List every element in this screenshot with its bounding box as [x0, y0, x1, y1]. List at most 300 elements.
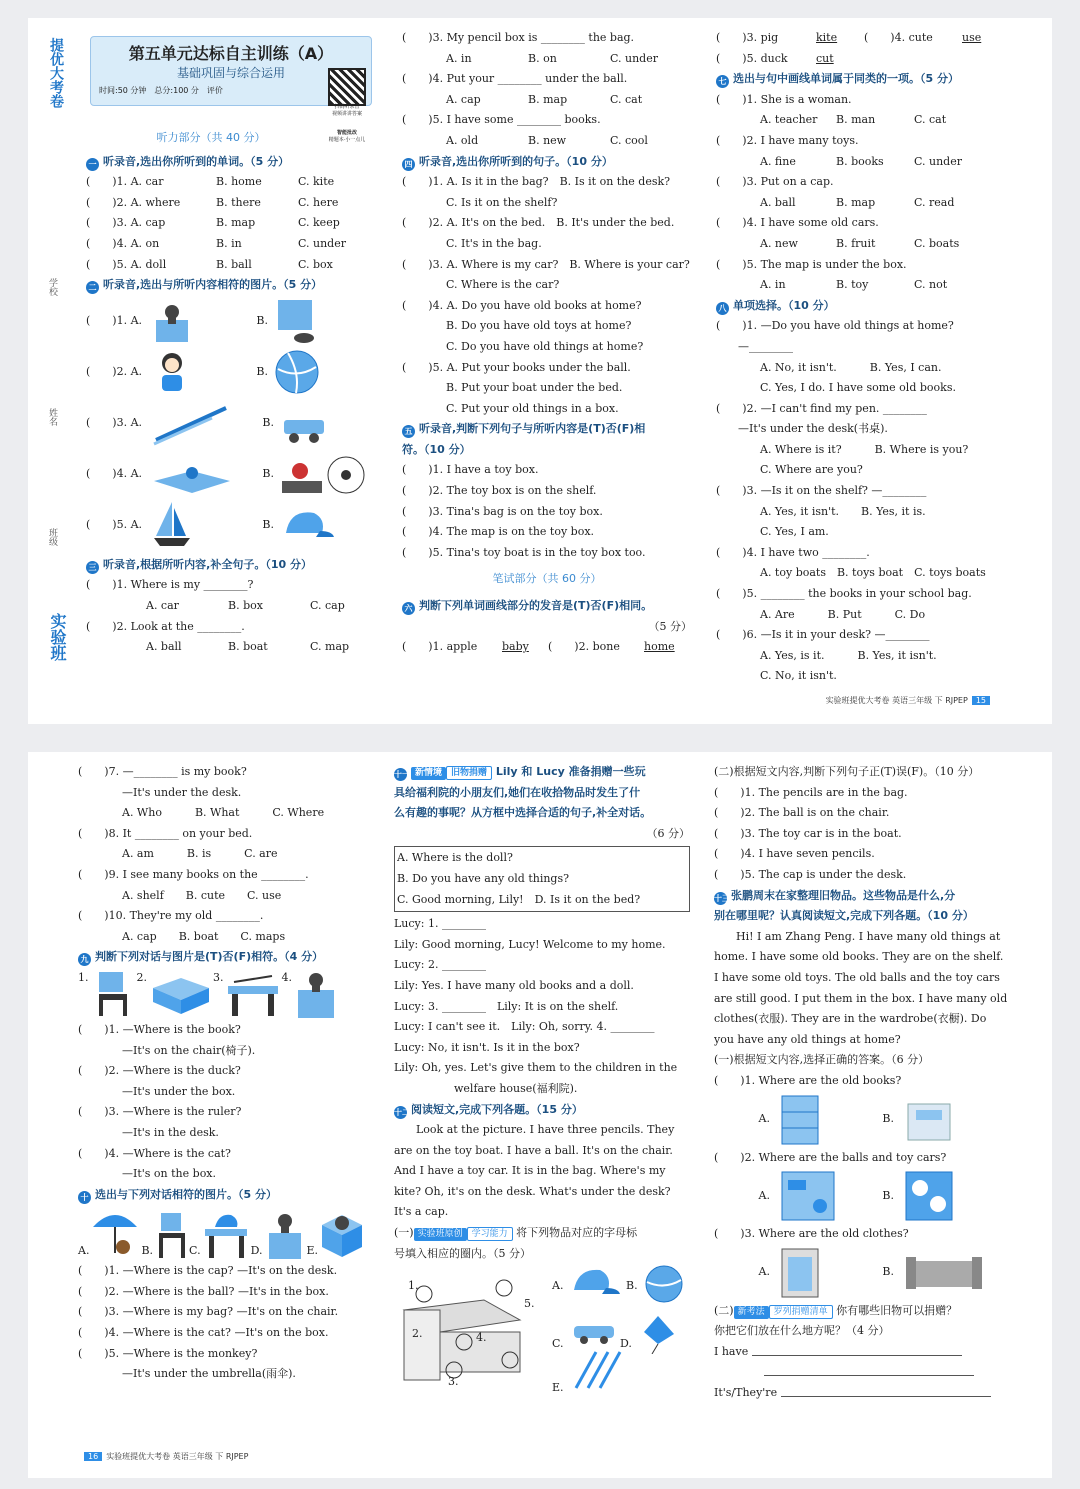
- question-line: —It's in the desk.: [122, 1125, 219, 1139]
- part-title-text: (二)根据短文内容,判断下列句子正(T)误(F)。（10 分）: [714, 765, 980, 778]
- option-line: A. toy boats B. toys boat C. toys boats: [760, 566, 986, 580]
- question: ( )2. —Where is the duck?: [78, 1064, 241, 1078]
- section-number-icon: 十三: [714, 893, 730, 903]
- question: ( )3. —Is it on the shelf? —________: [716, 484, 927, 498]
- writing-blank[interactable]: [752, 1347, 962, 1356]
- option-line: A. Yes, it isn't. B. Yes, it is.: [760, 504, 926, 518]
- section-4-title: [402, 152, 692, 173]
- option-b-label: B.: [262, 466, 274, 480]
- picture-letter: A.: [78, 1243, 90, 1257]
- part-2-title: [714, 1301, 1010, 1322]
- option-c: C. read: [914, 195, 955, 209]
- bag-on-chair-icon: [153, 1207, 189, 1261]
- question: ( )2. Look at the ________.: [86, 619, 245, 633]
- question: ( )2. A. It's on the bed. B. It's under the bed.: [402, 216, 675, 230]
- question: ( )3. The toy car is in the boat.: [714, 826, 902, 840]
- dialog-line: Lucy: 1. ________: [394, 917, 486, 931]
- option-line: A. am B. is C. are: [122, 847, 278, 861]
- page2-column-1: [78, 762, 378, 1385]
- cat-on-box-icon: [152, 298, 192, 344]
- question: ( )2. —Where is the ball? —It's in the box.: [78, 1284, 329, 1298]
- new-context-tag: 新情境: [411, 767, 446, 780]
- section-number-icon: 五: [402, 425, 415, 438]
- school-label: 学校: [47, 278, 57, 296]
- section-number-icon: 六: [402, 602, 415, 615]
- footer-text: 实验班提优大考卷 英语三年级 下 RJPEP: [106, 1452, 249, 1461]
- option-a: A. in: [760, 278, 786, 292]
- picture-letter: E.: [306, 1243, 319, 1257]
- option-c: C. boats: [914, 236, 960, 250]
- dialog-line: Lily: Good morning, Lucy! Welcome to my home.: [394, 937, 666, 951]
- dialog-line: welfare house(福利院).: [454, 1081, 578, 1095]
- option-line: A. Yes, is it. B. Yes, it isn't.: [760, 648, 937, 662]
- umbrella-monkey-icon: [89, 1207, 141, 1261]
- question: ( )1. She is a woman.: [716, 92, 852, 106]
- picture-row: [86, 449, 376, 500]
- option-c: C. under: [298, 236, 346, 250]
- section-8-title: [716, 296, 1016, 317]
- cap-on-desk-icon: [201, 1207, 251, 1261]
- page-number: 15: [972, 696, 990, 705]
- map-icon: [152, 451, 232, 497]
- section-title-text: 听录音,根据所听内容,补全句子。（10 分）: [103, 557, 312, 571]
- picture-row: [86, 500, 376, 551]
- item-letter: E.: [552, 1381, 564, 1395]
- section-title-text: 么有趣的事呢？从方框中选择合适的句子,补全对话。: [394, 806, 652, 820]
- page2-column-2: [394, 762, 690, 1394]
- answer-pictures: [714, 1168, 1010, 1224]
- question: ( )4. A. Do you have old books at home?: [402, 298, 642, 312]
- question: ( )4. I have seven pencils.: [714, 847, 875, 861]
- option-b: B. map: [528, 92, 568, 106]
- option-c: C. cat: [610, 92, 643, 106]
- chair-icon: [89, 968, 137, 1018]
- option-b: B. home: [216, 175, 262, 189]
- part-title-text: 将下列物品对应的字母标: [516, 1226, 638, 1240]
- option-b-label: B.: [256, 364, 268, 378]
- page1-column-1: [86, 128, 376, 658]
- question-line: —It's under the desk(书桌).: [738, 422, 888, 436]
- option-b: B. boat: [228, 640, 268, 654]
- option-a-label: ( )2. A.: [86, 364, 143, 378]
- question: ( )2. The ball is on the chair.: [714, 806, 890, 820]
- picture-number: 4.: [281, 970, 292, 984]
- dialog-line: Lily: Yes. I have many old books and a doll.: [394, 978, 634, 992]
- option-a: A. car: [146, 598, 179, 612]
- page-footer: [80, 1451, 248, 1462]
- qr-code[interactable]: [328, 68, 366, 106]
- option-c: C. under: [610, 51, 658, 65]
- options-row: [716, 234, 1016, 255]
- option-c: C. under: [914, 154, 962, 168]
- option-a: A. in: [446, 51, 472, 65]
- section-title-text: 听录音,选出你所听到的句子。（10 分）: [419, 154, 613, 168]
- item-letter: B.: [626, 1279, 638, 1293]
- kite-icon: [638, 1314, 678, 1354]
- passage-line: I have some old toys. The old balls and the toy cars: [714, 970, 1000, 984]
- picture-letter: D.: [250, 1243, 263, 1257]
- option-b: B. in: [216, 236, 242, 250]
- footer-text: 实验班提优大考卷 英语三年级 下 RJPEP: [825, 696, 968, 705]
- options-row: [86, 596, 376, 617]
- binding-sidebar: [28, 18, 86, 724]
- option-b: B. ball: [216, 257, 252, 271]
- section-7-title: [716, 69, 1016, 90]
- section-6-title: [402, 596, 692, 617]
- donation-list-tag: 罗列捐赠清单: [769, 1305, 833, 1319]
- question: ( )4. I have two ________.: [716, 545, 870, 559]
- choice-row: [86, 213, 376, 234]
- picture-number: 3.: [213, 970, 224, 984]
- option-c: C. keep: [298, 216, 340, 230]
- choice-row: [86, 193, 376, 214]
- page-footer: [826, 695, 994, 706]
- cat-on-box-icon: [263, 1207, 307, 1261]
- option-line: A. cap B. boat C. maps: [122, 929, 286, 943]
- page-subtitle: 基础巩固与综合运用: [176, 66, 285, 80]
- circle-number: 5.: [524, 1297, 535, 1311]
- option-line: C. Yes, I do. I have some old books.: [760, 381, 956, 395]
- section-number-icon: 八: [716, 302, 729, 315]
- question: ( )4. —Where is the cat? —It's on the box.: [78, 1326, 329, 1340]
- circle-number: 1.: [408, 1279, 419, 1293]
- option-c: C. box: [298, 257, 333, 271]
- option-a-label: A.: [758, 1188, 770, 1202]
- question: ( )2. I have many toys.: [716, 133, 859, 147]
- item-letter: A.: [552, 1279, 564, 1293]
- section-title-text: 听录音,选出你所听到的单词。（5 分）: [103, 154, 290, 168]
- option-a-label: A.: [758, 1265, 770, 1279]
- option-b: B. map: [216, 216, 256, 230]
- desk-icon: [224, 968, 282, 1018]
- passage-line: Look at the picture. I have three pencils. They: [416, 1123, 675, 1137]
- ball-icon: [274, 349, 320, 395]
- option-b: B. new: [528, 133, 567, 147]
- writing-prompt: I have: [714, 1344, 749, 1358]
- part-label: (二): [714, 1303, 734, 1317]
- item-letter: C.: [552, 1337, 564, 1351]
- matching-picture: [394, 1264, 690, 1394]
- books-in-box-icon: [904, 1094, 954, 1146]
- option-a: A. ball: [146, 640, 182, 654]
- picture-letter: C.: [189, 1243, 201, 1257]
- part-title-text: 号填入相应的圈内。（5 分）: [394, 1246, 531, 1260]
- option-b: B. box: [228, 598, 263, 612]
- passage-line: are on the toy boat. I have a ball. It's on the chair.: [394, 1143, 673, 1157]
- question: ( )10. They're my old ________.: [78, 909, 264, 923]
- section-title-text: 判断下列单词画线部分的发音是(T)否(F)相同。: [419, 599, 653, 613]
- option-c: C. cool: [610, 133, 648, 147]
- question: ( )5. A. Put your books under the ball.: [402, 360, 631, 374]
- bookshelf-icon: [780, 1094, 820, 1146]
- options-row: [716, 110, 1016, 131]
- donation-tag: 旧物捐赠: [446, 766, 492, 780]
- part-1-title: [394, 1223, 690, 1244]
- option-a: A. ball: [760, 195, 796, 209]
- option-b-label: B.: [882, 1188, 894, 1202]
- question: ( )4. —Where is the cat?: [78, 1146, 231, 1160]
- option-a: A. fine: [760, 154, 796, 168]
- word-pair-item: ( )4. cute: [864, 31, 933, 44]
- section-number-icon: 十: [78, 1191, 91, 1204]
- section-number-icon: 四: [402, 158, 415, 171]
- option-line: C. Put your old things in a box.: [446, 401, 619, 415]
- box-icon: [147, 968, 213, 1018]
- circle-number: 2.: [412, 1327, 423, 1341]
- question: ( )2. The toy box is on the shelf.: [402, 484, 597, 498]
- section-number-icon: 一: [86, 158, 99, 171]
- word-pair-item: use: [962, 31, 982, 44]
- section-number-icon: 二: [86, 281, 99, 294]
- word-pair-item: kite: [816, 31, 838, 44]
- section-number-icon: 九: [78, 953, 91, 966]
- question: ( )3. My pencil box is ________ the bag.: [402, 31, 635, 44]
- listening-header: 听力部分（共 40 分）: [156, 131, 266, 144]
- option-a: A. cap: [446, 92, 481, 106]
- section-10-title: [78, 1185, 378, 1206]
- question: ( )4. The map is on the toy box.: [402, 525, 595, 539]
- part-title-text: (一)根据短文内容,选择正确的答案。（6 分）: [714, 1053, 930, 1067]
- section-title-text: 单项选择。（10 分）: [733, 298, 835, 312]
- options-row: [716, 193, 1016, 214]
- question: ( )5. ________ the books in your school bag.: [716, 587, 972, 601]
- picture-strip: [78, 968, 378, 1020]
- class-label: 班级: [47, 528, 57, 546]
- choice-sentence: A. Where is the doll?: [397, 851, 513, 865]
- option-b: B. map: [836, 195, 876, 209]
- question: ( )7. —________ is my book?: [78, 765, 247, 778]
- question: ( )1. A. Is it in the bag? B. Is it on the desk?: [402, 175, 671, 189]
- option-c: C. cap: [310, 598, 345, 612]
- option-b: B. man: [836, 113, 876, 127]
- section-title-text: 阅读短文,完成下列各题。（15 分）: [411, 1102, 583, 1116]
- option-line: C. Do you have old things at home?: [446, 339, 644, 353]
- word-pair-item: ( )3. pig: [716, 31, 779, 44]
- part-title-text: 你把它们放在什么地方呢？（4 分）: [714, 1324, 890, 1338]
- question: ( )3. —Where is the ruler?: [78, 1105, 242, 1119]
- writing-line[interactable]: [714, 1383, 1010, 1404]
- option-c: C. not: [914, 278, 948, 292]
- question: ( )1. I have a toy box.: [402, 463, 539, 477]
- section-5-title: [402, 419, 692, 440]
- choice-row: [86, 172, 376, 193]
- dialog-line: Lucy: No, it isn't. Is it in the box?: [394, 1040, 580, 1054]
- question: ( )5. The cap is under the desk.: [714, 867, 907, 881]
- question: ( )4. Put your ________ under the ball.: [402, 72, 628, 86]
- option-b: B. books: [836, 154, 884, 168]
- option-a-label: ( )5. A.: [86, 517, 143, 531]
- option-b-label: B.: [882, 1265, 894, 1279]
- option-a-label: ( )3. A.: [86, 415, 143, 429]
- answer-blank-line: —________: [738, 339, 793, 353]
- circle-number: 4.: [476, 1331, 487, 1345]
- question: ( )1. —Do you have old things at home?: [716, 319, 954, 333]
- time-score-meta: 时间:50 分钟 总分:100 分 评价: [99, 86, 223, 95]
- section-title-text: 符。（10 分）: [402, 442, 471, 456]
- option-a: ( )2. A. where: [86, 195, 181, 209]
- option-b-label: B.: [256, 313, 268, 327]
- part-title-text: 你有哪些旧物可以捐赠？: [836, 1303, 958, 1317]
- dialog-line: Lucy: 2. ________: [394, 958, 486, 972]
- section-title-text: 听录音,选出与所听内容相符的图片。（5 分）: [103, 278, 323, 292]
- option-a: ( )5. A. doll: [86, 257, 167, 271]
- qr-note: 视频讲讲答案: [331, 111, 362, 117]
- option-line: A. shelf B. cute C. use: [122, 888, 282, 902]
- word-pair-item: baby: [502, 640, 529, 654]
- picture-letter: B.: [141, 1243, 154, 1257]
- page-title: 第五单元达标自主训练（A）: [128, 44, 334, 63]
- new-method-tag: 新考法: [734, 1306, 769, 1319]
- written-header: 笔试部分（共 60 分）: [492, 572, 602, 586]
- option-a: A. new: [760, 236, 798, 250]
- boat-icon: [152, 500, 192, 550]
- writing-line[interactable]: [714, 1362, 1010, 1383]
- page-16: [28, 752, 1052, 1478]
- section-number-icon: 十二: [394, 1107, 410, 1117]
- qr-note: 扫码听录音: [334, 104, 360, 110]
- option-line: A. Are B. Put C. Do: [760, 607, 926, 621]
- picture-strip: [78, 1205, 378, 1261]
- question-line: —It's under the umbrella(雨伞).: [122, 1367, 296, 1381]
- dialog-line: Lucy: I can't see it. Lily: Oh, sorry. 4. ________: [394, 1020, 655, 1034]
- cat-on-box-icon: [292, 968, 340, 1020]
- option-line: A. Who B. What C. Where: [122, 806, 325, 820]
- options-row: [716, 275, 1016, 296]
- passage-line: And I have a toy car. It is in the bag. Where's my: [394, 1164, 666, 1178]
- score-label: （6 分）: [646, 826, 690, 840]
- question: ( )5. Tina's toy boat is in the toy box too.: [402, 545, 646, 559]
- qr-note: 智能批改: [336, 130, 357, 136]
- question: ( )1. Where is my ________?: [86, 578, 254, 592]
- section-number-icon: 七: [716, 75, 729, 88]
- option-line: B. Do you have old toys at home?: [446, 319, 632, 333]
- section-title-text: 判断下列对话与图片是(T)否(F)相符。（4 分）: [95, 950, 324, 964]
- section-title-text: 听录音,判断下列句子与所听内容是(T)否(F)相: [419, 422, 646, 436]
- question: ( )1. —Where is the book?: [78, 1022, 241, 1036]
- question: ( )3. Where are the old clothes?: [714, 1227, 909, 1241]
- word-pair-item: cut: [816, 51, 834, 65]
- passage-line: clothes(衣服). They are in the wardrobe(衣橱). Do: [714, 1012, 987, 1026]
- name-label: 姓名: [47, 408, 57, 426]
- option-a: ( )3. A. cap: [86, 216, 166, 230]
- writing-blank[interactable]: [781, 1388, 991, 1397]
- section-12-title: [394, 1100, 690, 1121]
- ability-tag: 学习能力: [467, 1227, 513, 1241]
- answer-pictures: [714, 1092, 1010, 1148]
- pencils-icon: [570, 1350, 630, 1390]
- brand-vertical: 提优大考卷: [48, 38, 64, 108]
- option-b: B. there: [216, 195, 261, 209]
- question-line: —It's under the box.: [122, 1084, 236, 1098]
- question: ( )5. I have some ________ books.: [402, 113, 601, 127]
- item-letter: D.: [620, 1337, 632, 1351]
- option-line: C. Is it on the shelf?: [446, 195, 558, 209]
- question: ( )3. A. Where is my car? B. Where is your car?: [402, 257, 690, 271]
- cap-icon: [280, 505, 336, 545]
- option-b-label: B.: [882, 1112, 894, 1126]
- page2-column-3: [714, 762, 1010, 1404]
- passage-line: you have any old things at home?: [714, 1032, 901, 1046]
- option-a: ( )4. A. on: [86, 236, 160, 250]
- score-label: （5 分）: [648, 619, 692, 633]
- section-13-title: [714, 886, 1010, 907]
- section-title-text: 别在哪里呢？认真阅读短文,完成下列各题。（10 分）: [714, 909, 974, 923]
- picture-row: [86, 398, 376, 449]
- phonics-row: [716, 28, 1016, 49]
- option-b-label: B.: [262, 517, 274, 531]
- page-number: 16: [84, 1452, 102, 1461]
- option-line: A. Where is it? B. Where is you?: [760, 442, 969, 456]
- qr-note: 精题本·小一点儿: [328, 137, 366, 143]
- section-title-text: 选出与句中画线单词属于同类的一项。（5 分）: [733, 72, 959, 86]
- ball-icon: [644, 1264, 684, 1304]
- writing-prompt: It's/They're: [714, 1386, 778, 1400]
- page1-column-3: [716, 28, 1016, 687]
- section-title-text: 张鹏周末在家整理旧物品。这些物品是什么,分: [731, 888, 956, 902]
- books-and-ball-icon: [280, 451, 366, 497]
- dialog-line: Lily: Oh, yes. Let's give them to the children in the: [394, 1061, 678, 1075]
- question: ( )3. —Where is my bag? —It's on the chair.: [78, 1305, 339, 1319]
- question: ( )6. —Is it in your desk? —________: [716, 628, 930, 642]
- options-row: [402, 90, 692, 111]
- option-line: C. It's in the bag.: [446, 236, 542, 250]
- question: ( )5. The map is under the box.: [716, 257, 907, 271]
- option-a: ( )1. A. car: [86, 175, 164, 189]
- cap-icon: [570, 1264, 624, 1298]
- option-b: B. fruit: [836, 236, 876, 250]
- option-a-label: ( )4. A.: [86, 466, 143, 480]
- section-title-text: 具给福利院的小朋友们,她们在收拾物品时发生了什: [394, 785, 641, 799]
- balls-in-box-icon: [904, 1170, 954, 1222]
- sentence-choice-box: [394, 846, 690, 912]
- circle-number: 3.: [448, 1375, 459, 1389]
- section-2-title: [86, 275, 376, 296]
- options-row: [86, 637, 376, 658]
- answer-pictures: [714, 1245, 1010, 1301]
- section-number-icon: 十一: [394, 770, 410, 779]
- section-title-text: 选出与下列对话相符的图片。（5 分）: [95, 1187, 277, 1201]
- question-line: —It's on the chair(椅子).: [122, 1043, 256, 1057]
- option-c: C. here: [298, 195, 339, 209]
- passage-line: kite? Oh, it's on the desk. What's under the desk?: [394, 1184, 671, 1198]
- part-label: (一): [394, 1226, 414, 1240]
- option-a: A. teacher: [760, 113, 818, 127]
- writing-line[interactable]: [714, 1342, 1010, 1363]
- question: ( )9. I see many books on the ________.: [78, 867, 309, 881]
- option-a-label: ( )1. A.: [86, 313, 143, 327]
- question: ( )8. It ________ on your bed.: [78, 826, 253, 840]
- question: ( )3. Put on a cap.: [716, 175, 834, 189]
- choice-row: [86, 255, 376, 276]
- section-1-title: [86, 152, 376, 173]
- passage-line: It's a cap.: [394, 1205, 449, 1219]
- option-b: B. toy: [836, 278, 869, 292]
- picture-number: 1.: [78, 970, 89, 984]
- option-b: B. on: [528, 51, 557, 65]
- phonics-row: [716, 49, 1016, 70]
- original-tag: 实验班原创: [414, 1228, 467, 1241]
- option-a: A. old: [446, 133, 479, 147]
- option-line: C. Yes, I am.: [760, 525, 829, 539]
- picture-row: [86, 296, 376, 347]
- option-c: C. map: [310, 640, 350, 654]
- writing-blank[interactable]: [764, 1367, 974, 1376]
- wardrobe-icon: [780, 1247, 820, 1299]
- doll-icon: [152, 349, 192, 395]
- passage-line: home. I have some old books. They are on the shelf.: [714, 950, 1004, 964]
- options-row: [402, 49, 692, 70]
- option-c: C. cat: [914, 113, 947, 127]
